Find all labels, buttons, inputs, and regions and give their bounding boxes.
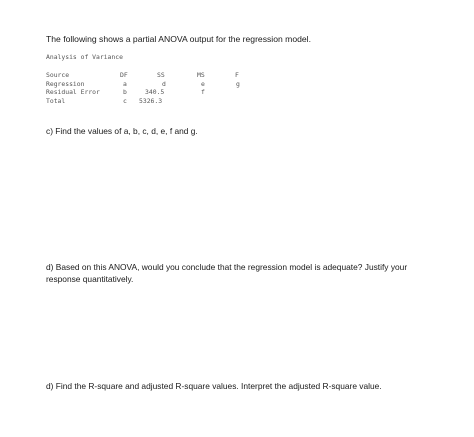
- header-ms: MS: [197, 71, 205, 79]
- question-c: c) Find the values of a, b, c, d, e, f and g.: [46, 126, 198, 136]
- row-regression-source: Regression: [46, 80, 85, 88]
- row-residual-ms: f: [201, 88, 205, 96]
- question-d-rsquare: d) Find the R-square and adjusted R-square values. Interpret the adjusted R-square value.: [46, 381, 382, 391]
- intro-text: The following shows a partial ANOVA output for the regression model.: [46, 34, 311, 44]
- anova-table-title: Analysis of Variance: [46, 53, 123, 61]
- row-regression-ss: d: [162, 80, 166, 88]
- row-residual-df: b: [123, 88, 127, 96]
- row-total-source: Total: [46, 97, 66, 105]
- row-total-df: c: [123, 97, 127, 105]
- header-ss: SS: [157, 71, 165, 79]
- header-source: Source: [46, 71, 70, 79]
- row-total-ss: 5326.3: [139, 97, 163, 105]
- row-regression-f: g: [236, 80, 240, 88]
- row-regression-df: a: [123, 80, 127, 88]
- row-regression-ms: e: [201, 80, 205, 88]
- question-d-adequacy: d) Based on this ANOVA, would you conclude that the regression model is adequate? Justify your response quantitatively.: [46, 262, 408, 284]
- row-residual-source: Residual Error: [46, 88, 100, 96]
- header-f: F: [235, 71, 239, 79]
- header-df: DF: [120, 71, 128, 79]
- row-residual-ss: 340.5: [145, 88, 165, 96]
